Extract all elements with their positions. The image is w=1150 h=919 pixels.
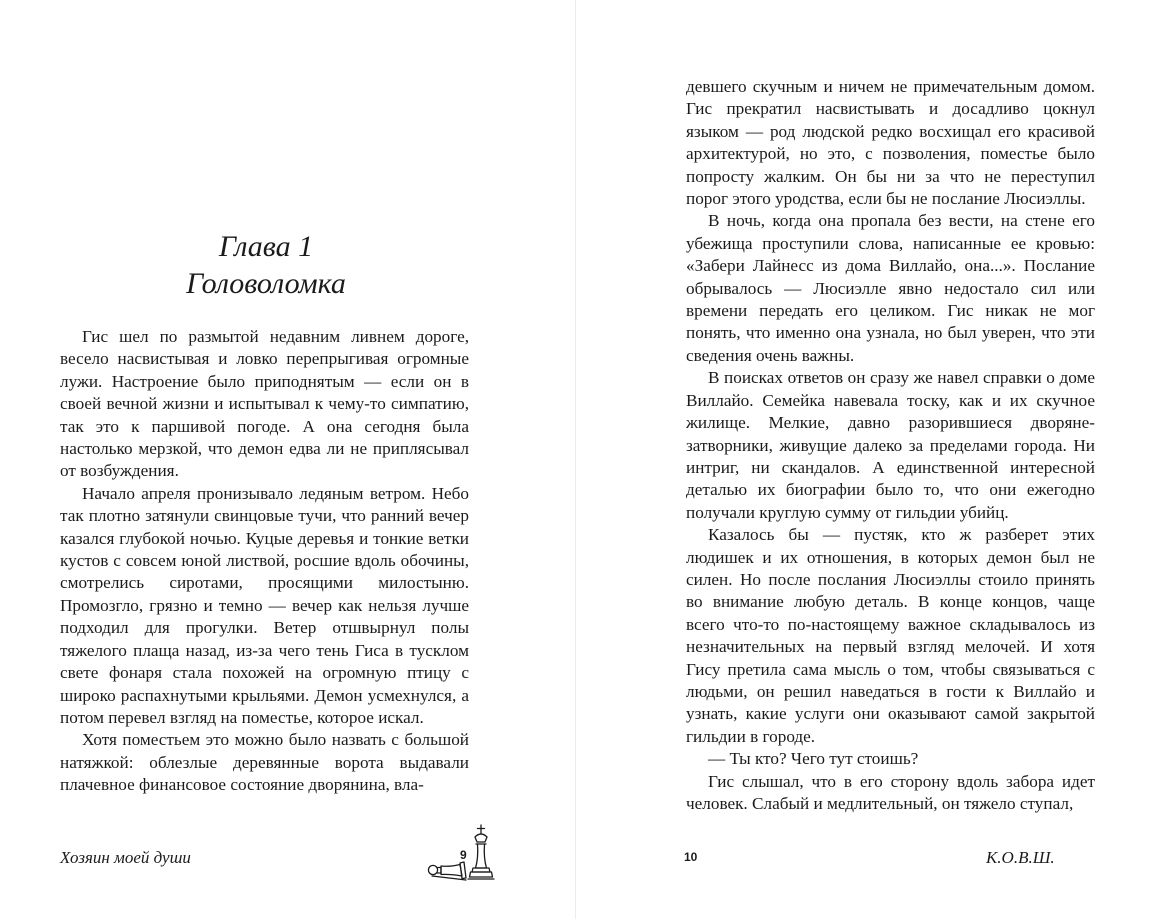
paragraph: Гис слышал, что в его сторону вдоль забора идет человек. Слабый и медлительный, он тяжело ступал, <box>686 771 1095 813</box>
paragraph: Гис шел по размытой недавним ливнем дороге, весело насвистывая и ловко перепрыгивая огромные лужи. Настроение было приподнятым — если он в своей вечной жизни и испытывал к чему-то симпатию, так это к паршивой погоде. А она сегодня была настолько мерзкой, что демон едва ли не приплясывал от возбуждения. <box>60 327 469 481</box>
dialogue-line: — Ты кто? Чего тут стоишь? <box>708 749 919 769</box>
page-number-right: 10 <box>684 850 698 864</box>
running-footer-book-title: Хозяин моей души <box>60 848 191 867</box>
left-page-body <box>60 326 469 797</box>
running-footer-author: К.О.В.Ш. <box>986 848 1055 867</box>
chapter-title: Головоломка <box>186 267 346 300</box>
paragraph: Хотя поместьем это можно было назвать с большой натяжкой: облезлые деревянные ворота выдавали плачевное финансовое состояние дворянина, вла- <box>60 730 469 795</box>
paragraph: девшего скучным и ничем не примечательным домом. Гис прекратил насвистывать и досадливо цокнул языком — род людской редко восхищал его красивой архитектурой, но это, с позволения, поместье было попросту жалким. Он бы ни за что не переступил порог этого уродства, если бы не послание Люсиэллы. <box>686 77 1095 209</box>
paragraph: В ночь, когда она пропала без вести, на стене его убежища проступили слова, написанные ее кровью: «Забери Лайнесс из дома Виллайо, она...». Послание обрывалось — Люсиэлле явно недостало сил или времени передать его целиком. Гис никак не мог понять, что именно она узнала, но был уверен, что эти сведения очень важны. <box>686 211 1095 365</box>
page-number-left: 9 <box>460 848 467 862</box>
paragraph: В поисках ответов он сразу же навел справки о доме Виллайо. Семейка навевала тоску, как и их скучное жилище. Мелкие, давно разорившиеся дворяне-затворники, живущие далеко за пределами города. Ни интриг, ни скандалов. А единственной интересной деталью их биографии было то, что они ежегодно получали круглую сумму от гильдии убийц. <box>686 368 1095 522</box>
chess-king-icon <box>420 822 500 886</box>
paragraph: Начало апреля пронизывало ледяным ветром. Небо так плотно затянули свинцовые тучи, что ранний вечер казался глубокой ночью. Куцые деревья и тонкие ветки кустов с совсем юной листвой, росшие вдоль обочины, смотрелись сиротами, просящими милостыню. Промозгло, грязно и темно — вечер как нельзя лучше подходил для прогулки. Ветер отшвырнул полы тяжелого плаща назад, из-за чего тень Гиса в тусклом свете фонаря стала похожей на огромную птицу с широко распахнутыми крыльями. Демон усмехнулся, а потом перевел взгляд на поместье, которое искал. <box>60 483 469 727</box>
right-page <box>576 0 1150 919</box>
chapter-number: Глава 1 <box>218 230 314 263</box>
chapter-heading <box>60 228 472 302</box>
right-page-body <box>686 76 1095 815</box>
paragraph: Казалось бы — пустяк, кто ж разберет этих людишек и их отношения, в которых демон был не силен. Но после послания Люсиэллы стоило принять во внимание любую деталь. В конце концов, чаще всего что-то по-настоящему важное складывалось из незначительных на первый взгляд мелочей. И хотя Гису претила сама мысль о том, чтобы связываться с людьми, он решил наведаться в гости к Виллайо и узнать, какие услуги они оказывают самой закрытой гильдии в городе. <box>686 525 1095 746</box>
